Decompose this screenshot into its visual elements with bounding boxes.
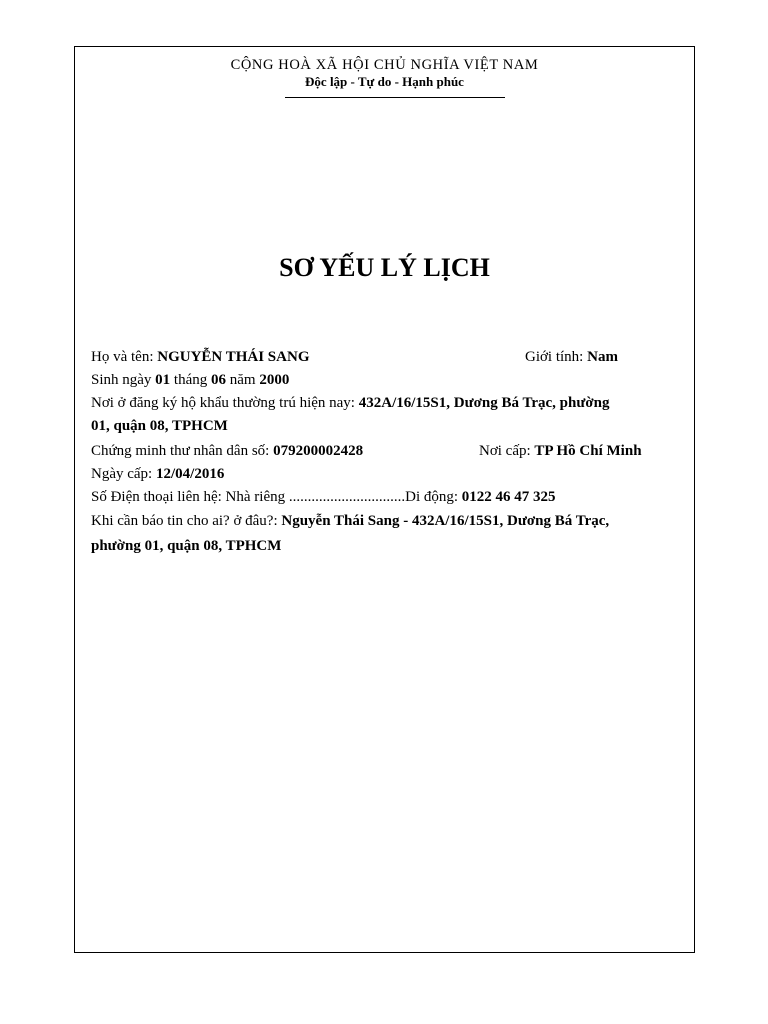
gender-label: Giới tính: [525,349,588,365]
gender-row [525,349,618,366]
document-frame [74,46,695,953]
issued-date-row [91,466,224,483]
birth-month: 06 [211,372,226,388]
motto-underline [285,97,505,98]
name-label: Họ và tên: [91,349,158,365]
id-row [91,443,363,460]
address-row-continued [91,418,228,435]
contact-row [91,513,609,530]
birth-label-month: tháng [170,372,211,388]
birth-label-day: Sinh ngày [91,372,156,388]
address-value-line-1: 432A/16/15S1, Dương Bá Trạc, phường [358,395,610,411]
gender-value: Nam [587,349,618,365]
contact-value-line-1: Nguyễn Thái Sang - 432A/16/15S1, Dương Bá Trạc, [281,513,610,529]
birth-label-year: năm [226,372,260,388]
issued-date-value: 12/04/2016 [155,466,225,482]
issued-place-label: Nơi cấp: [479,443,535,459]
issued-place-row [479,443,642,460]
address-value-line-2: 01, quận 08, TPHCM [91,418,228,434]
phone-value: 0122 46 47 325 [461,489,556,505]
contact-label: Khi cần báo tin cho ai? ở đâu?: [91,513,282,529]
issued-date-label: Ngày cấp: [91,466,156,482]
birth-year: 2000 [259,372,290,388]
address-label: Nơi ở đăng ký hộ khẩu thường trú hiện nay: [91,395,359,411]
id-label: Chứng minh thư nhân dân số: [91,443,274,459]
phone-row [91,489,556,506]
national-title: CỘNG HOÀ XÃ HỘI CHỦ NGHĨA VIỆT NAM [230,57,539,73]
id-value: 079200002428 [273,443,364,459]
birth-day: 01 [155,372,171,388]
national-motto: Độc lập - Tự do - Hạnh phúc [305,74,464,89]
contact-value-line-2: phường 01, quận 08, TPHCM [91,538,282,554]
contact-row-continued [91,538,281,555]
address-row [91,395,610,412]
name-row [91,349,309,366]
birth-row [91,372,289,389]
document-title: SƠ YẾU LÝ LỊCH [279,253,490,282]
name-value: NGUYỄN THÁI SANG [157,349,310,365]
issued-place-value: TP Hồ Chí Minh [534,443,642,459]
phone-label: Số Điện thoại liên hệ: Nhà riêng ...............................Di động: [91,489,462,505]
